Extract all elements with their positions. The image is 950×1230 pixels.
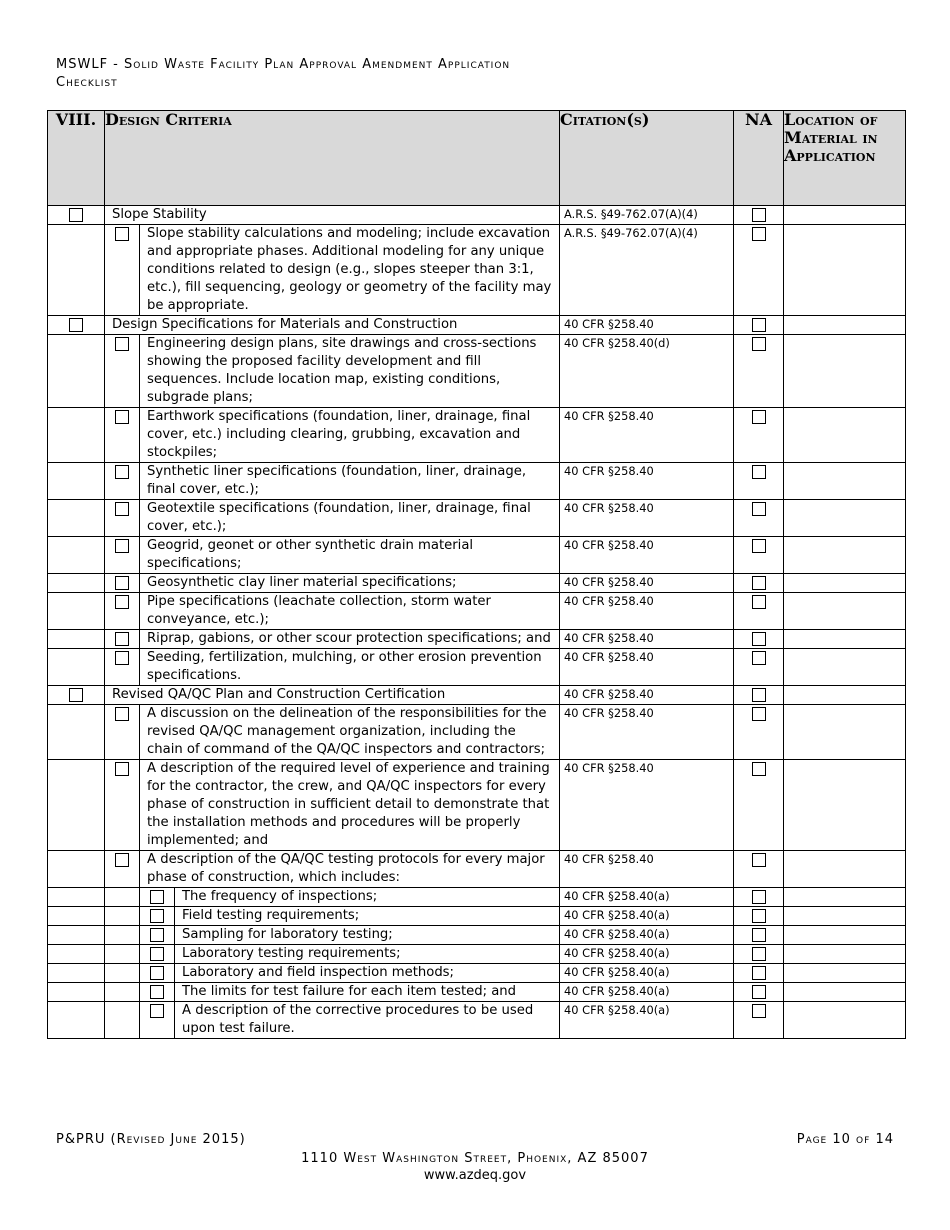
na-cell: [734, 945, 784, 964]
na-cell: [734, 537, 784, 574]
criteria-text: A description of the required level of experience and training for the contractor, the crew, and QA/QC inspectors for every phase of construction in sufficient detail to demonstrate that the installation methods and procedures will be properly implemented; and: [140, 760, 560, 851]
empty-cell: [48, 335, 105, 408]
citation-text: 40 CFR §258.40(a): [560, 945, 734, 964]
item-checkbox[interactable]: [115, 227, 129, 241]
na-checkbox[interactable]: [752, 576, 766, 590]
na-cell: [734, 964, 784, 983]
citation-text: A.R.S. §49-762.07(A)(4): [560, 206, 734, 225]
sub-item-checkbox[interactable]: [150, 928, 164, 942]
table-row: [48, 907, 906, 926]
criteria-text: The frequency of inspections;: [175, 888, 560, 907]
criteria-text: Pipe specifications (leachate collection, storm water conveyance, etc.);: [140, 593, 560, 630]
empty-cell: [48, 705, 105, 760]
item-checkbox[interactable]: [115, 651, 129, 665]
criteria-text: Laboratory and field inspection methods;: [175, 964, 560, 983]
item-checkbox[interactable]: [115, 410, 129, 424]
na-cell: [734, 630, 784, 649]
na-checkbox[interactable]: [752, 502, 766, 516]
na-cell: [734, 926, 784, 945]
criteria-text: Earthwork specifications (foundation, liner, drainage, final cover, etc.) including clearing, grubbing, excavation and stockpiles;: [140, 408, 560, 463]
criteria-text: Geotextile specifications (foundation, liner, drainage, final cover, etc.);: [140, 500, 560, 537]
table-row: [48, 225, 906, 316]
table-row: [48, 335, 906, 408]
sub-item-checkbox[interactable]: [150, 1004, 164, 1018]
criteria-text: Geosynthetic clay liner material specifications;: [140, 574, 560, 593]
footer-contact: [0, 1150, 950, 1184]
citation-text: A.R.S. §49-762.07(A)(4): [560, 225, 734, 316]
location-cell[interactable]: [784, 907, 906, 926]
sub-item-checkbox-cell: [140, 945, 175, 964]
na-cell: [734, 463, 784, 500]
na-header: NA: [734, 111, 784, 206]
design-criteria-header: Design Criteria: [105, 111, 560, 206]
citation-text: 40 CFR §258.40: [560, 593, 734, 630]
na-cell: [734, 983, 784, 1002]
sub-item-checkbox-cell: [140, 964, 175, 983]
table-row: [48, 500, 906, 537]
table-row: [48, 983, 906, 1002]
sub-item-checkbox[interactable]: [150, 909, 164, 923]
location-cell[interactable]: [784, 630, 906, 649]
criteria-text: Laboratory testing requirements;: [175, 945, 560, 964]
criteria-text: The limits for test failure for each item tested; and: [175, 983, 560, 1002]
na-checkbox[interactable]: [752, 688, 766, 702]
sub-item-checkbox[interactable]: [150, 890, 164, 904]
empty-cell: [48, 907, 105, 926]
empty-cell: [48, 574, 105, 593]
table-row: [48, 926, 906, 945]
na-cell: [734, 225, 784, 316]
empty-cell: [48, 983, 105, 1002]
location-cell[interactable]: [784, 537, 906, 574]
empty-cell: [48, 945, 105, 964]
na-cell: [734, 705, 784, 760]
footer-address: 1110 West Washington Street, Phoenix, AZ 85007: [301, 1151, 649, 1166]
sub-item-checkbox-cell: [140, 907, 175, 926]
na-cell: [734, 686, 784, 705]
na-cell: [734, 760, 784, 851]
citation-text: 40 CFR §258.40(a): [560, 983, 734, 1002]
table-row: [48, 760, 906, 851]
empty-cell: [105, 907, 140, 926]
item-checkbox[interactable]: [115, 576, 129, 590]
item-checkbox-cell: [105, 574, 140, 593]
empty-cell: [48, 964, 105, 983]
table-row: [48, 574, 906, 593]
table-row: [48, 686, 906, 705]
na-checkbox[interactable]: [752, 966, 766, 980]
na-cell: [734, 649, 784, 686]
footer-revision: P&PRU (Revised June 2015): [56, 1132, 246, 1147]
criteria-text: Geogrid, geonet or other synthetic drain material specifications;: [140, 537, 560, 574]
empty-cell: [105, 945, 140, 964]
item-checkbox-cell: [105, 463, 140, 500]
empty-cell: [105, 888, 140, 907]
table-row: [48, 630, 906, 649]
location-header: Location of Material in Application: [784, 111, 906, 206]
header-subtitle: Checklist: [56, 75, 118, 90]
item-checkbox-cell: [105, 500, 140, 537]
section-checkbox-cell: [48, 206, 105, 225]
item-checkbox-cell: [105, 593, 140, 630]
sub-item-checkbox-cell: [140, 888, 175, 907]
na-cell: [734, 888, 784, 907]
na-checkbox[interactable]: [752, 208, 766, 222]
na-checkbox[interactable]: [752, 985, 766, 999]
criteria-text: Revised QA/QC Plan and Construction Certification: [105, 686, 560, 705]
location-cell[interactable]: [784, 705, 906, 760]
location-cell[interactable]: [784, 593, 906, 630]
empty-cell: [48, 225, 105, 316]
item-checkbox-cell: [105, 760, 140, 851]
na-checkbox[interactable]: [752, 762, 766, 776]
sub-item-checkbox-cell: [140, 926, 175, 945]
footer-page-number: Page 10 of 14: [796, 1132, 894, 1147]
na-cell: [734, 500, 784, 537]
item-checkbox-cell: [105, 851, 140, 888]
na-checkbox[interactable]: [752, 928, 766, 942]
location-cell[interactable]: [784, 686, 906, 705]
citation-text: 40 CFR §258.40(a): [560, 888, 734, 907]
criteria-text: Engineering design plans, site drawings and cross-sections showing the proposed facility development and fill sequences. Include location map, existing conditions, subgrade plans;: [140, 335, 560, 408]
location-cell[interactable]: [784, 408, 906, 463]
criteria-text: Slope stability calculations and modeling; include excavation and appropriate phases. Additional modeling for any unique conditions related to design (e.g., slopes steeper than 3:1, etc.), fill sequencing, geology or geometry of the facility may be appropriate.: [140, 225, 560, 316]
table-row: [48, 408, 906, 463]
empty-cell: [48, 649, 105, 686]
section-number: VIII.: [48, 111, 105, 206]
sub-item-checkbox-cell: [140, 983, 175, 1002]
na-cell: [734, 206, 784, 225]
table-row: [48, 463, 906, 500]
location-cell[interactable]: [784, 500, 906, 537]
table-row: [48, 1002, 906, 1039]
na-cell: [734, 335, 784, 408]
na-checkbox[interactable]: [752, 707, 766, 721]
na-cell: [734, 907, 784, 926]
na-checkbox[interactable]: [752, 318, 766, 332]
na-checkbox[interactable]: [752, 651, 766, 665]
item-checkbox[interactable]: [69, 318, 83, 332]
location-cell[interactable]: [784, 1002, 906, 1039]
item-checkbox[interactable]: [115, 539, 129, 553]
empty-cell: [48, 537, 105, 574]
table-row: [48, 705, 906, 760]
sub-item-checkbox-cell: [140, 1002, 175, 1039]
location-cell[interactable]: [784, 335, 906, 408]
empty-cell: [105, 983, 140, 1002]
item-checkbox[interactable]: [115, 762, 129, 776]
design-criteria-checklist-table: [47, 110, 906, 1039]
citation-text: 40 CFR §258.40: [560, 537, 734, 574]
na-checkbox[interactable]: [752, 909, 766, 923]
citation-text: 40 CFR §258.40: [560, 630, 734, 649]
item-checkbox-cell: [105, 335, 140, 408]
criteria-text: Synthetic liner specifications (foundation, liner, drainage, final cover, etc.);: [140, 463, 560, 500]
empty-cell: [48, 760, 105, 851]
item-checkbox-cell: [105, 537, 140, 574]
empty-cell: [48, 500, 105, 537]
na-checkbox[interactable]: [752, 227, 766, 241]
criteria-text: Sampling for laboratory testing;: [175, 926, 560, 945]
na-checkbox[interactable]: [752, 595, 766, 609]
citation-text: 40 CFR §258.40: [560, 705, 734, 760]
location-cell[interactable]: [784, 851, 906, 888]
footer-website: www.azdeq.gov: [423, 1168, 527, 1183]
na-checkbox[interactable]: [752, 337, 766, 351]
item-checkbox-cell: [105, 649, 140, 686]
table-row: [48, 851, 906, 888]
na-checkbox[interactable]: [752, 1004, 766, 1018]
sub-item-checkbox[interactable]: [150, 966, 164, 980]
empty-cell: [105, 964, 140, 983]
table-header-row: [48, 111, 906, 206]
section-checkbox-cell: [48, 316, 105, 335]
table-row: [48, 964, 906, 983]
item-checkbox[interactable]: [115, 595, 129, 609]
sub-item-checkbox[interactable]: [150, 985, 164, 999]
na-cell: [734, 574, 784, 593]
citation-text: 40 CFR §258.40: [560, 316, 734, 335]
empty-cell: [48, 926, 105, 945]
empty-cell: [48, 851, 105, 888]
citation-text: 40 CFR §258.40: [560, 463, 734, 500]
criteria-text: A description of the corrective procedures to be used upon test failure.: [175, 1002, 560, 1039]
criteria-text: Seeding, fertilization, mulching, or other erosion prevention specifications.: [140, 649, 560, 686]
item-checkbox-cell: [105, 408, 140, 463]
item-checkbox-cell: [105, 225, 140, 316]
citation-text: 40 CFR §258.40: [560, 649, 734, 686]
item-checkbox[interactable]: [69, 688, 83, 702]
item-checkbox-cell: [105, 630, 140, 649]
empty-cell: [48, 888, 105, 907]
header-title: MSWLF - Solid Waste Facility Plan Approval Amendment Application: [56, 57, 511, 72]
location-cell[interactable]: [784, 926, 906, 945]
na-cell: [734, 316, 784, 335]
empty-cell: [48, 593, 105, 630]
table-row: [48, 316, 906, 335]
citation-text: 40 CFR §258.40(a): [560, 907, 734, 926]
citation-header: Citation(s): [560, 111, 734, 206]
na-checkbox[interactable]: [752, 853, 766, 867]
na-cell: [734, 1002, 784, 1039]
criteria-text: Field testing requirements;: [175, 907, 560, 926]
checklist-body: [48, 206, 906, 1039]
table-row: [48, 649, 906, 686]
na-checkbox[interactable]: [752, 465, 766, 479]
na-checkbox[interactable]: [752, 947, 766, 961]
location-cell[interactable]: [784, 649, 906, 686]
item-checkbox[interactable]: [115, 853, 129, 867]
table-row: [48, 593, 906, 630]
table-row: [48, 537, 906, 574]
location-cell[interactable]: [784, 983, 906, 1002]
empty-cell: [48, 463, 105, 500]
item-checkbox[interactable]: [115, 502, 129, 516]
location-cell[interactable]: [784, 206, 906, 225]
na-checkbox[interactable]: [752, 410, 766, 424]
location-cell[interactable]: [784, 574, 906, 593]
criteria-text: A discussion on the delineation of the responsibilities for the revised QA/QC management organization, including the chain of command of the QA/QC inspectors and contractors;: [140, 705, 560, 760]
section-checkbox-cell: [48, 686, 105, 705]
na-cell: [734, 408, 784, 463]
citation-text: 40 CFR §258.40(a): [560, 964, 734, 983]
citation-text: 40 CFR §258.40: [560, 760, 734, 851]
criteria-text: Slope Stability: [105, 206, 560, 225]
location-cell[interactable]: [784, 964, 906, 983]
location-cell[interactable]: [784, 945, 906, 964]
empty-cell: [48, 408, 105, 463]
na-cell: [734, 851, 784, 888]
empty-cell: [105, 1002, 140, 1039]
item-checkbox[interactable]: [115, 465, 129, 479]
location-cell[interactable]: [784, 316, 906, 335]
citation-text: 40 CFR §258.40: [560, 500, 734, 537]
item-checkbox[interactable]: [115, 632, 129, 646]
citation-text: 40 CFR §258.40: [560, 574, 734, 593]
location-cell[interactable]: [784, 463, 906, 500]
citation-text: 40 CFR §258.40(d): [560, 335, 734, 408]
table-row: [48, 888, 906, 907]
citation-text: 40 CFR §258.40: [560, 686, 734, 705]
item-checkbox[interactable]: [115, 337, 129, 351]
na-checkbox[interactable]: [752, 890, 766, 904]
na-cell: [734, 593, 784, 630]
sub-item-checkbox[interactable]: [150, 947, 164, 961]
item-checkbox[interactable]: [69, 208, 83, 222]
item-checkbox[interactable]: [115, 707, 129, 721]
empty-cell: [48, 630, 105, 649]
citation-text: 40 CFR §258.40(a): [560, 926, 734, 945]
na-checkbox[interactable]: [752, 539, 766, 553]
table-row: [48, 206, 906, 225]
location-cell[interactable]: [784, 888, 906, 907]
location-cell[interactable]: [784, 760, 906, 851]
empty-cell: [48, 1002, 105, 1039]
location-cell[interactable]: [784, 225, 906, 316]
na-checkbox[interactable]: [752, 632, 766, 646]
table-row: [48, 945, 906, 964]
criteria-text: Design Specifications for Materials and Construction: [105, 316, 560, 335]
empty-cell: [105, 926, 140, 945]
document-header: [56, 56, 510, 92]
citation-text: 40 CFR §258.40: [560, 851, 734, 888]
criteria-text: Riprap, gabions, or other scour protection specifications; and: [140, 630, 560, 649]
criteria-text: A description of the QA/QC testing protocols for every major phase of construction, which includes:: [140, 851, 560, 888]
citation-text: 40 CFR §258.40(a): [560, 1002, 734, 1039]
item-checkbox-cell: [105, 705, 140, 760]
citation-text: 40 CFR §258.40: [560, 408, 734, 463]
